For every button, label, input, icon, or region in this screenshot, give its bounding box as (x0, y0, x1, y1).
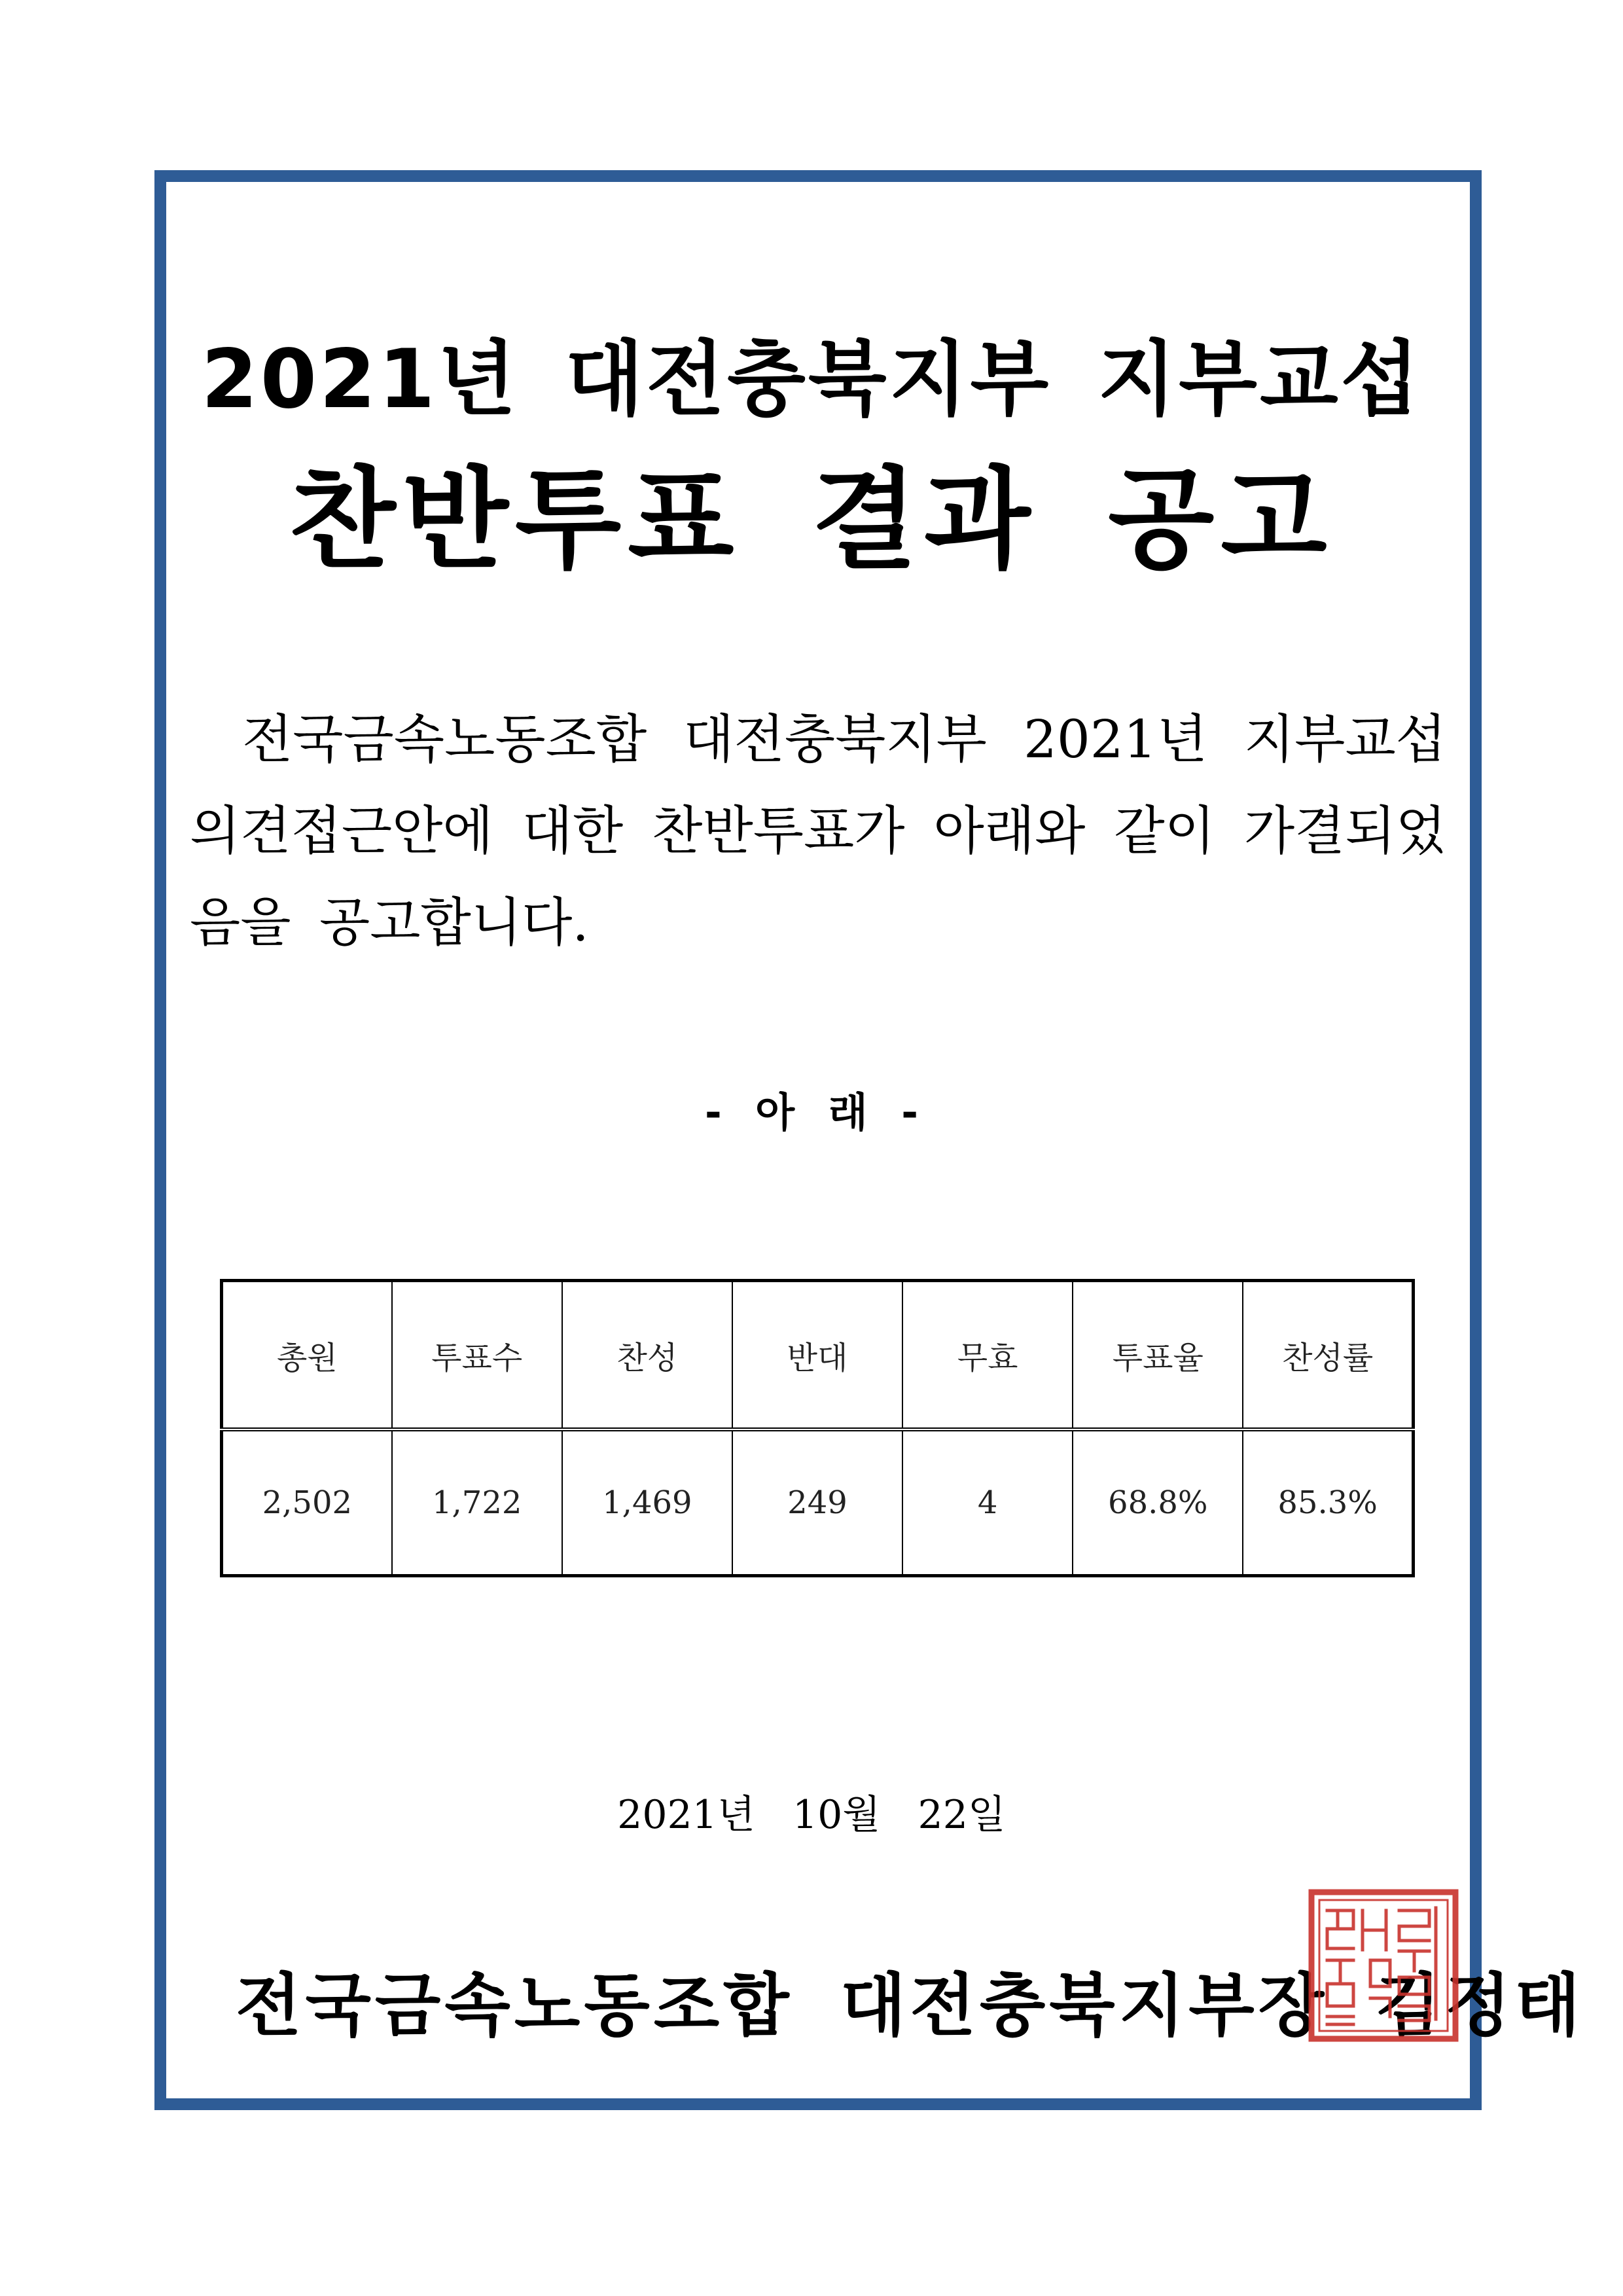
header-total-members: 총원 (222, 1281, 392, 1430)
vote-results-table (220, 1279, 1415, 1577)
header-against: 반대 (732, 1281, 902, 1430)
notice-title-line2: 찬반투표 결과 공고 (289, 456, 1334, 584)
header-in-favor: 찬성 (562, 1281, 732, 1430)
value-in-favor: 1,469 (562, 1429, 732, 1576)
value-total-members: 2,502 (222, 1429, 392, 1576)
value-against: 249 (732, 1429, 902, 1576)
section-heading: - 아 래 - (704, 1088, 918, 1136)
notice-body-paragraph: 전국금속노동조합 대전충북지부 2021년 지부교섭 의견접근안에 대한 찬반투표가 아래와 같이 가결되었음을 공고합니다. (190, 709, 1446, 953)
notice-date: 2021년 10월 22일 (617, 1792, 1006, 1838)
official-seal-icon (1308, 1888, 1459, 2043)
value-approval-rate: 85.3% (1243, 1429, 1413, 1576)
value-invalid: 4 (902, 1429, 1073, 1576)
value-turnout-rate: 68.8% (1073, 1429, 1243, 1576)
header-votes-cast: 투표수 (392, 1281, 562, 1430)
table-header-row (222, 1281, 1414, 1430)
header-turnout-rate: 투표율 (1073, 1281, 1243, 1430)
notice-title-line1: 2021년 대전충북지부 지부교섭 (201, 332, 1422, 427)
signature-line: 전국금속노동조합 대전충북지부장 김정태 (236, 1965, 1584, 2045)
header-invalid: 무효 (902, 1281, 1073, 1430)
value-votes-cast: 1,722 (392, 1429, 562, 1576)
table-row (222, 1429, 1414, 1576)
header-approval-rate: 찬성률 (1243, 1281, 1413, 1430)
